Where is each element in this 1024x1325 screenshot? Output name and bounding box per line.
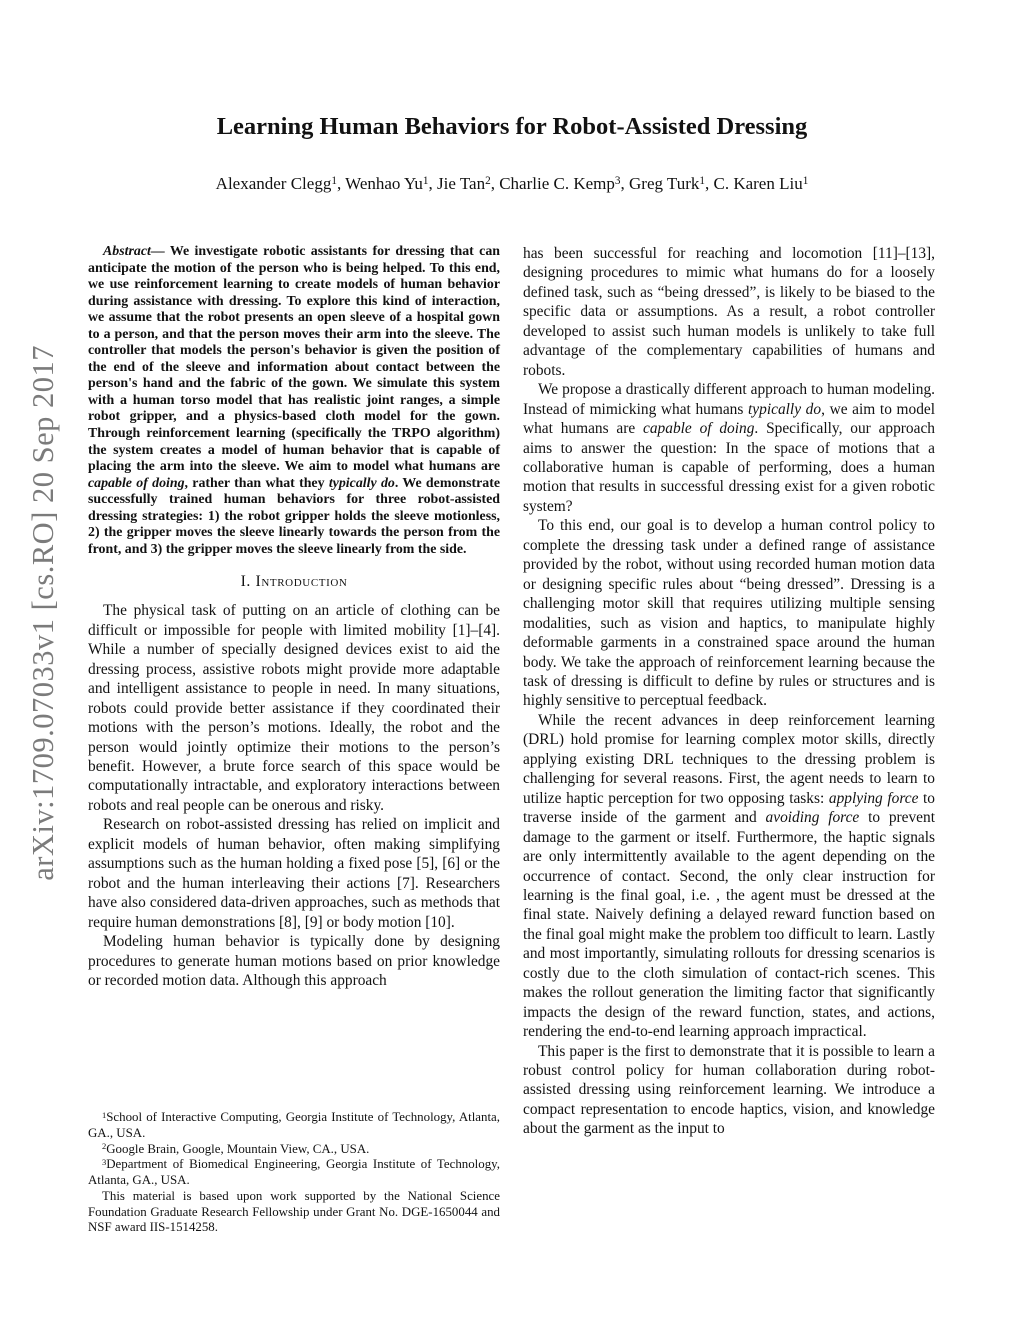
footnote-funding: This material is based upon work supported by the National Science Foundation Graduate Research Fellowship under Grant No. DGE-1650044 and NSF award IIS-1514258. — [88, 1188, 500, 1235]
right-paragraph-1: has been successful for reaching and locomotion [11]–[13], designing procedures to mimic what humans do for a loosely defined task, such as “being dressed”, is likely to be biased to the specific data or assumptions. As a result, a robot controller developed to assist such human models is unlikely to take full advantage of the complementary capabilities of humans and robots. — [523, 245, 935, 379]
right-paragraph-4: While the recent advances in deep reinforcement learning (DRL) hold promise for learning complex motor skills, directly applying existing DRL techniques to the dressing problem is challenging for several reasons. First, the agent needs to learn to utilize haptic perception for two opposing tasks: applying force to traverse inside of the garment and avoiding force to prevent damage to the garment or itself. Furthermore, the haptic signals are only intermittently available to the agent depending on the occurrence of contact. Second, the only clear instruction for learning is the final goal, i.e. , the agent must be dressed at the final state. Naively defining a delayed reward function based on the final goal might make the problem too difficult to learn. Lastly and most importantly, simulating rollouts for dressing scenarios is costly due to the cloth simulation of contact-rich scenes. This makes the rollout generation the limiting factor that significantly impacts the design of the reward function, states, and actions, rendering the end-to-end learning approach impractical. — [523, 711, 935, 1041]
abstract-paragraph: Abstract— We investigate robotic assistants for dressing that can anticipate the motion of the person who is being helped. To this end, we use reinforcement learning to create models of human behavior during assistance with dressing. To explore this kind of interaction, we assume that the robot presents an open sleeve of a hospital gown to a person, and that the person moves their arm into the sleeve. The controller that models the person's behavior is given the position of the end of the sleeve and information about contact between the person's hand and the fabric of the gown. We simulate this system with a human torso model that has realistic joint ranges, a simple robot gripper, and a physics-based cloth model for the gown. Through reinforcement learning (specifically the TRPO algorithm) the system creates a model of human behavior that is capable of placing the arm into the sleeve. We aim to model what humans are capable of doing, rather than what they typically do. We demonstrate successfully trained human behaviors for three robot-assisted dressing strategies: 1) the robot gripper holds the sleeve motionless, 2) the gripper moves the sleeve linearly towards the person from the front, and 3) the gripper moves the sleeve linearly from the side. — [88, 244, 500, 557]
right-paragraph-2: We propose a drastically different approach to human modeling. Instead of mimicking what humans typically do, we aim to model what humans are capable of doing. Specifically, our approach aims to answer the question: In the space of motions that a collaborative human is capable of performing, does a human motion that results in successful dressing exist for a given robotic system? — [523, 381, 936, 515]
right-paragraph-5: This paper is the first to demonstrate that it is possible to learn a robust control policy for human collaboration during robot-assisted dressing using reinforcement learning. We introduce a compact representation to encode haptics, vision, and knowledge about the garment as the input to — [523, 1042, 935, 1138]
arxiv-watermark: arXiv:1709.07033v1 [cs.RO] 20 Sep 2017 — [26, 345, 60, 881]
paper-authors: Alexander Clegg$^1$, Wenhao Yu$^1$, Jie Tan$^2$, Charlie C. Kemp$^3$, Greg Turk$^1$, C. Karen Liu$^1$ — [215, 174, 809, 193]
paper-title: Learning Human Behaviors for Robot-Assisted Dressing — [216, 113, 808, 140]
paper-header — [0, 0, 1024, 194]
footnote-affiliation-2: $^2$Google Brain, Google, Mountain View, CA., USA. — [102, 1141, 370, 1156]
intro-paragraph-2: Research on robot-assisted dressing has relied on implicit and explicit models of human behavior, often making simplifying assumptions such as the human holding a fixed pose [5], [6] or the robot and the human interleaving their actions [7]. Researchers have also considered data-driven approaches, such as methods that require human demonstrations [8], [9] or body motion [10]. — [88, 816, 500, 931]
section-heading-introduction: I. Introduction — [240, 573, 348, 591]
footnote-affiliation-3: $^3$Department of Biomedical Engineering, Georgia Institute of Technology, Atlanta, GA., USA. — [88, 1156, 500, 1188]
left-column — [88, 244, 500, 1236]
right-paragraph-3: To this end, our goal is to develop a human control policy to complete the dressing task under a defined range of assistance provided by the robot, without using recorded human motion data or designing specific rules about “being dressed”. Dressing is a challenging motor skill that requires utilizing multiple sensing modalities, such as vision and haptics, to manipulate highly deformable garments in a constrained space around the human body. We take the approach of reinforcement learning because the task of dressing is difficult to define by rules or structures and is highly sensitive to perceptual feedback. — [523, 517, 935, 710]
intro-paragraph-1: The physical task of putting on an article of clothing can be difficult or impossible for people with limited mobility [1]–[4]. While a number of specially designed devices exist to aid the dressing process, assistive robots might provide more adaptable and intelligent assistance to people in need. In many situations, robots could provide better assistance if they coordinated their motions with the person’s motions. Ideally, the robot and the person would jointly optimize their motions to the person’s benefit. However, a brute force search of this space would be computationally intractable, and exploratory interactions between robots and real people can be onerous and risky. — [88, 602, 500, 814]
footnote-affiliation-1: $^1$School of Interactive Computing, Georgia Institute of Technology, Atlanta, GA., USA. — [88, 1109, 500, 1141]
footnotes-block — [88, 1110, 500, 1236]
two-column-body — [0, 244, 1024, 1236]
right-column — [523, 244, 935, 1236]
intro-paragraph-3: Modeling human behavior is typically done by designing procedures to generate human motions based on prior knowledge or recorded motion data. Although this approach — [88, 933, 500, 989]
